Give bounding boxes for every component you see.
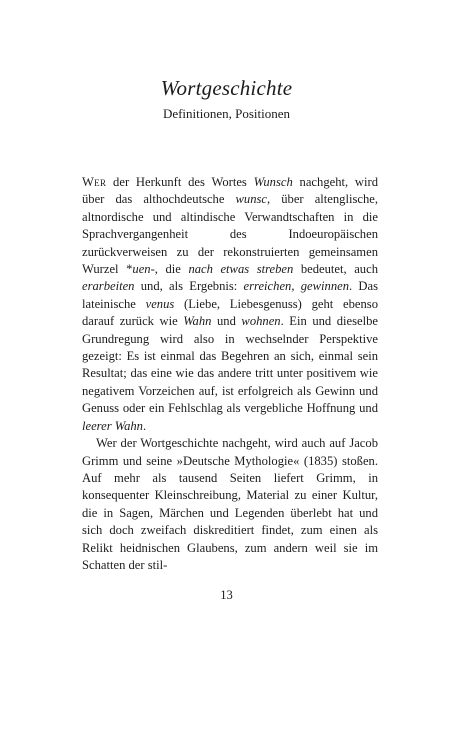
italic-term: Wahn bbox=[183, 314, 212, 329]
chapter-title: Wortgeschichte bbox=[160, 76, 293, 100]
italic-term: nach etwas streben bbox=[188, 262, 294, 277]
text-run: und bbox=[211, 314, 242, 329]
text-run: , über altenglische, altnordische und altindische Verwandtschaften in die Sprachvergangenheit des Indoeuropäischen zurückverweisen zu der rekonstruierten gemeinsamen Wurzel * bbox=[82, 192, 378, 277]
italic-term: leerer Wahn bbox=[82, 418, 143, 433]
italic-term: uen- bbox=[132, 262, 155, 277]
italic-term: erarbeiten bbox=[82, 279, 135, 294]
chapter-subtitle: Definitionen, Positionen bbox=[162, 106, 291, 121]
text-run: bedeutet, auch bbox=[293, 262, 378, 277]
paragraph-1 bbox=[82, 174, 378, 435]
paragraph-2 bbox=[82, 435, 378, 574]
italic-term: Wunsch bbox=[253, 175, 293, 189]
lead-in-smallcaps: Wer bbox=[82, 175, 107, 189]
text-run: und, als Ergebnis: bbox=[134, 279, 244, 294]
text-run: der Herkunft des Wortes bbox=[106, 175, 254, 189]
text-run: nachgeht, wird über das althochdeutsche bbox=[82, 175, 378, 207]
text-run: , die bbox=[154, 262, 189, 277]
italic-term: wunsc bbox=[235, 192, 268, 207]
text-run: . bbox=[142, 418, 147, 433]
italic-term: erreichen, gewinnen bbox=[243, 279, 349, 294]
page-number: 13 bbox=[220, 588, 233, 602]
body-text bbox=[82, 174, 378, 574]
text-run: Wer der Wortgeschichte nachgeht, wird auch auf Jacob Grimm und seine »Deutsche Mythologie« (1835) stoßen. Auf mehr als tausend Seiten liefert Grimm, in konsequenter Kleinschreibung, Material zu einer Kultur, die in Sagen, Märchen und Legenden überlebt hat und sich doch zweifach diskreditiert findet, zum einen als Relikt heidnischen Glaubens, zum andern weil sie im Schatten der stil- bbox=[82, 436, 378, 572]
italic-term: venus bbox=[145, 296, 175, 311]
text-run: . Ein und dieselbe Grundregung wird also in wechselnder Perspektive gezeigt: Es ist einmal das Begehren an sich, einmal sein Resultat; das eine wie das andere tritt unter positivem wie negativem Vorzeichen auf, ist erfolgreich als Gewinn und Genuss oder ein Fehlschlag als vergebliche Hoffnung und bbox=[82, 314, 378, 416]
text-run: (Liebe, Liebesgenuss) geht ebenso darauf zurück wie bbox=[82, 296, 378, 329]
italic-term: wohnen bbox=[241, 314, 281, 329]
text-run: . Das lateinische bbox=[82, 279, 378, 311]
